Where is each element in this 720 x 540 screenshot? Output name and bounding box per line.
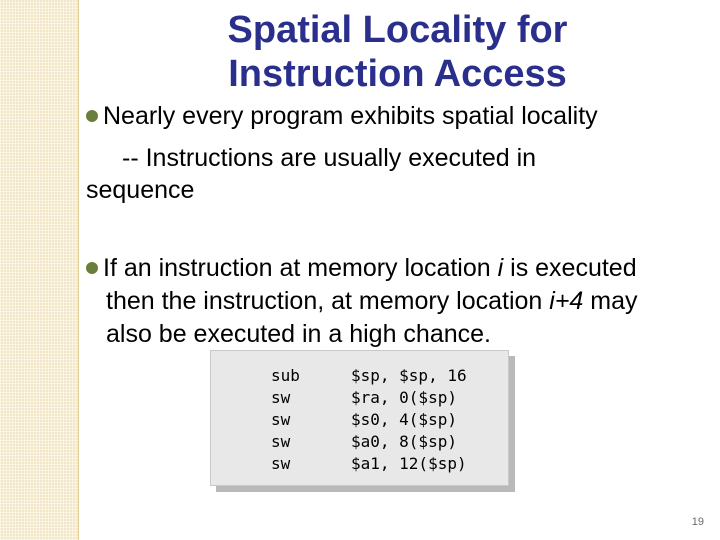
bullet-2 (86, 252, 637, 284)
code-op: sw (271, 410, 291, 429)
code-snippet-box (210, 350, 509, 486)
slide-title (140, 8, 655, 96)
bullet-2-line-3: also be executed in a high chance. (106, 320, 491, 348)
code-args: $a0, 8($sp) (351, 432, 457, 451)
code-op: sub (271, 366, 300, 385)
title-line-2: Instruction Access (228, 53, 567, 95)
bullet-1-continuation: -- Instructions are usually executed in (122, 144, 537, 172)
variable-i: i (497, 254, 504, 282)
bullet-2-text-post: is executed (503, 254, 637, 282)
bullet-1-continuation-2: sequence (86, 176, 195, 204)
side-band-divider (78, 0, 79, 540)
slide-number: 19 (691, 516, 704, 528)
title-line-1: Spatial Locality for (227, 9, 568, 51)
code-args: $s0, 4($sp) (351, 410, 457, 429)
bullet-dot-icon (86, 262, 98, 274)
code-op: sw (271, 388, 291, 407)
code-args: $sp, $sp, 16 (351, 366, 467, 385)
bullet-dot-icon (86, 110, 98, 122)
code-op: sw (271, 432, 291, 451)
bullet-2-line-2-pre: then the instruction, at memory location (106, 287, 550, 315)
variable-i-plus-4: i+4 (549, 287, 584, 315)
bullet-2-line-2 (106, 285, 638, 317)
bullet-2-text-pre: If an instruction at memory location (103, 254, 498, 282)
bullet-1-text: Nearly every program exhibits spatial locality (103, 102, 598, 130)
code-args: $ra, 0($sp) (351, 388, 457, 407)
code-op: sw (271, 454, 291, 473)
bullet-1 (86, 100, 598, 132)
bullet-2-line-2-post: may (583, 287, 638, 315)
code-args: $a1, 12($sp) (351, 454, 467, 473)
decorative-side-band (0, 0, 78, 540)
